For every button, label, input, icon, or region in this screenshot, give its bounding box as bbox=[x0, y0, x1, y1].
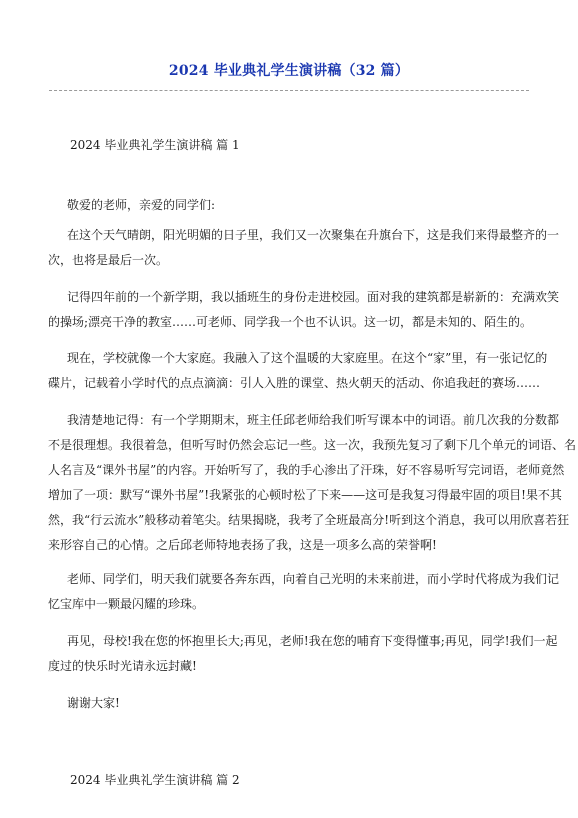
paragraph-line: 在这个天气晴朗，阳光明媚的日子里，我们又一次聚集在升旗台下，这是我们来得最整齐的一 bbox=[67, 228, 560, 242]
section-heading-2: 2024 毕业典礼学生演讲稿 篇 2 bbox=[70, 773, 240, 787]
paragraph-line: 敬爱的老师，亲爱的同学们: bbox=[67, 198, 216, 212]
paragraph-line: 碟片，记载着小学时代的点点滴滴：引人入胜的课堂、热火朝天的活动、你追我赶的赛场…… bbox=[48, 376, 541, 390]
paragraph-line: 次，也将是最后一次。 bbox=[48, 253, 169, 267]
paragraph-line: 忆宝库中一颗最闪耀的珍珠。 bbox=[48, 597, 205, 611]
paragraph-4 bbox=[48, 408, 577, 558]
paragraph-line: 再见，母校!我在您的怀抱里长大;再见，老师!我在您的哺育下变得懂事;再见，同学!我们一起 bbox=[67, 634, 558, 648]
paragraph-line: 我清楚地记得：有一个学期期末，班主任邱老师给我们听写课本中的词语。前几次我的分数都 bbox=[67, 413, 560, 427]
paragraph-closing bbox=[67, 691, 120, 716]
paragraph-1 bbox=[48, 223, 560, 273]
paragraph-line: 人名言及“课外书屋”的内容。开始听写了，我的手心渗出了汗珠，好不容易听写完词语，老师竟然 bbox=[48, 463, 565, 477]
title-divider bbox=[49, 90, 529, 91]
paragraph-line: 然，我“行云流水”般移动着笔尖。结果揭晓，我考了全班最高分!听到这个消息，我可以用欣喜若狂 bbox=[48, 513, 570, 527]
paragraph-line: 老师、同学们，明天我们就要各奔东西，向着自己光明的未来前进，而小学时代将成为我们记 bbox=[67, 572, 560, 586]
paragraph-line: 谢谢大家! bbox=[67, 696, 120, 710]
paragraph-line: 增加了一项：默写“课外书屋”!我紧张的心顿时松了下来——这可是我复习得最牢固的项目!果不其 bbox=[48, 488, 562, 502]
paragraph-line: 记得四年前的一个新学期，我以插班生的身份走进校园。面对我的建筑都是崭新的：充满欢笑 bbox=[67, 290, 560, 304]
paragraph-line: 不是很理想。我很着急，但听写时仍然会忘记一些。这一次，我预先复习了剩下几个单元的词语、名 bbox=[48, 438, 577, 452]
document-title: 2024 毕业典礼学生演讲稿（32 篇） bbox=[168, 63, 410, 79]
section-heading-1: 2024 毕业典礼学生演讲稿 篇 1 bbox=[70, 138, 240, 152]
paragraph-line: 来形容自己的心情。之后邱老师特地表扬了我，这是一项多么高的荣誉啊! bbox=[48, 538, 437, 552]
paragraph-line: 现在，学校就像一个大家庭。我融入了这个温暖的大家庭里。在这个“家”里，有一张记忆的 bbox=[67, 351, 548, 365]
paragraph-line: 的操场;漂亮干净的教室……可老师、同学我一个也不认识。这一切，都是未知的、陌生的。 bbox=[48, 315, 533, 329]
paragraph-line: 度过的快乐时光请永远封藏! bbox=[48, 659, 197, 673]
paragraph-2 bbox=[48, 285, 560, 335]
paragraph-3 bbox=[48, 346, 548, 396]
paragraph-5 bbox=[48, 567, 560, 617]
paragraph-salutation bbox=[67, 193, 215, 218]
paragraph-6 bbox=[48, 629, 558, 679]
